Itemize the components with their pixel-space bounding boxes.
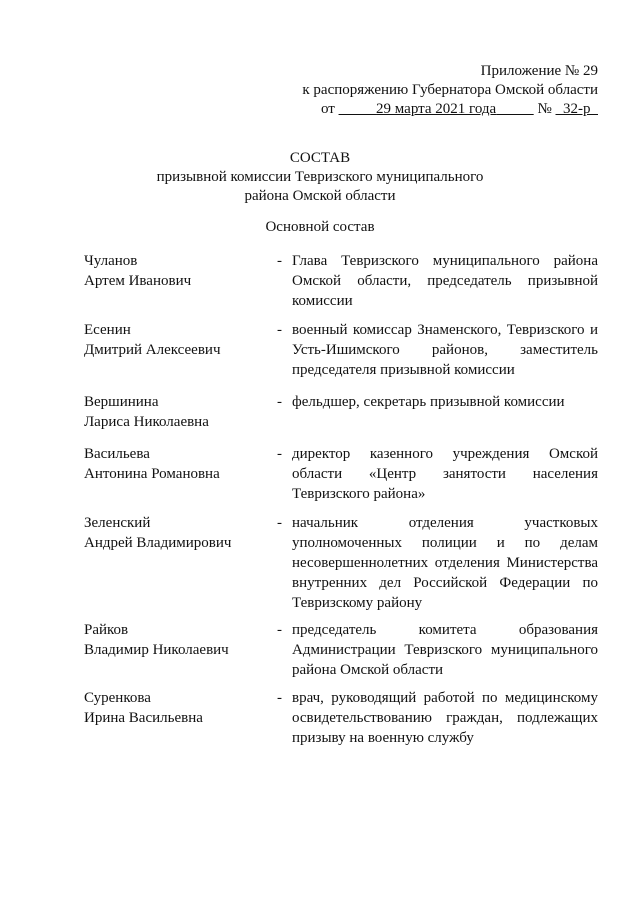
member-name <box>84 392 264 432</box>
order-date-line <box>302 100 598 119</box>
member-surname: Есенин <box>84 322 131 338</box>
member-dash: - <box>277 622 282 638</box>
title-line-1: призывной комиссии Тевризского муниципального <box>156 169 484 185</box>
member-name <box>84 620 264 660</box>
member-given-name: Лариса Николаевна <box>84 414 209 430</box>
member-given-name: Владимир Николаевич <box>84 642 229 658</box>
member-surname: Зеленский <box>84 515 151 531</box>
member-role: директор казенного учреждения Омской области «Центр занятости населения Тевризского района» <box>292 446 598 502</box>
document-title <box>0 149 640 206</box>
member-surname: Васильева <box>84 446 150 462</box>
member-role: врач, руководящий работой по медицинскому освидетельствованию граждан, подлежащих призыву на военную службу <box>292 690 598 746</box>
member-given-name: Андрей Владимирович <box>84 535 232 551</box>
member-surname: Райков <box>84 622 129 638</box>
order-date: 29 марта 2021 года <box>376 101 497 117</box>
title-heading: СОСТАВ <box>289 150 351 166</box>
member-surname: Суренкова <box>84 690 151 706</box>
member-dash: - <box>277 515 282 531</box>
order-reference: к распоряжению Губернатора Омской области <box>302 82 598 98</box>
member-name <box>84 320 264 360</box>
member-surname: Чуланов <box>84 253 138 269</box>
member-dash: - <box>277 394 282 410</box>
member-name <box>84 513 264 553</box>
member-role: фельдшер, секретарь призывной комиссии <box>292 394 565 410</box>
member-role: начальник отделения участковых уполномоченных полиции и по делам несовершеннолетних отделения Министерства внутренних дел Российской Федерации по Тевризскому району <box>292 515 598 611</box>
number-prefix: № <box>537 101 552 117</box>
member-name <box>84 688 264 728</box>
member-given-name: Ирина Васильевна <box>84 710 203 726</box>
member-dash: - <box>277 253 282 269</box>
member-given-name: Дмитрий Алексеевич <box>84 342 221 358</box>
member-name <box>84 251 264 291</box>
order-number: 32-р <box>563 101 591 117</box>
appendix-header <box>302 62 598 119</box>
member-given-name: Антонина Романовна <box>84 466 220 482</box>
member-surname: Вершинина <box>84 394 159 410</box>
section-heading: Основной состав <box>265 219 375 235</box>
member-dash: - <box>277 446 282 462</box>
member-name <box>84 444 264 484</box>
member-role: военный комиссар Знаменского, Тевризского и Усть-Ишимского районов, заместитель председателя призывной комиссии <box>292 322 598 378</box>
member-role: председатель комитета образования Администрации Тевризского муниципального района Омской области <box>292 622 598 678</box>
member-role: Глава Тевризского муниципального района Омской области, председатель призывной комиссии <box>292 253 598 309</box>
member-dash: - <box>277 322 282 338</box>
appendix-number: Приложение № 29 <box>480 63 598 79</box>
member-given-name: Артем Иванович <box>84 273 192 289</box>
title-line-2: района Омской области <box>244 188 396 204</box>
date-prefix: от <box>320 101 335 117</box>
member-dash: - <box>277 690 282 706</box>
